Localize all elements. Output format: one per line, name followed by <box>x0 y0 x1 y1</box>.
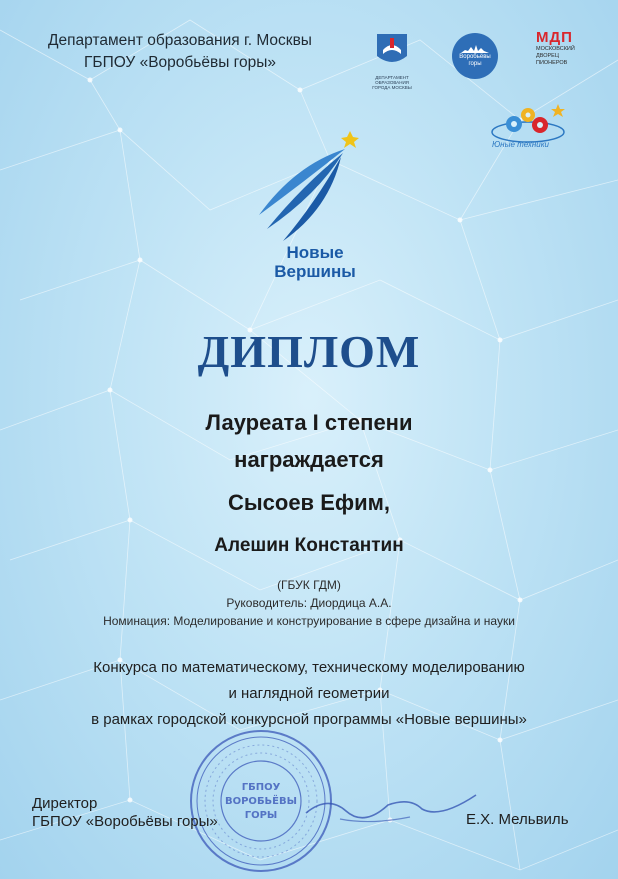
moscow-palace-pioneers-logo <box>536 30 590 67</box>
organization-name: (ГБУК ГДМ) <box>277 578 341 592</box>
new-peaks-logo <box>225 125 395 290</box>
new-peaks-title: Новые Вершины <box>274 243 356 281</box>
awarded-text: награждается <box>234 447 384 472</box>
department-logo-caption: ДЕПАРТАМЕНТ ОБРАЗОВАНИЯ ГОРОДА МОСКВЫ <box>372 75 412 90</box>
vorobyovy-gory-logo: Воробьёвы горы <box>452 33 498 79</box>
mdp-mark: МДП <box>536 29 573 46</box>
signer-school: ГБПОУ «Воробьёвы горы» <box>32 813 218 830</box>
header-department: Департамент образования г. Москвы <box>48 32 312 49</box>
signature-icon <box>300 775 480 835</box>
recipient-name-2: Алешин Константин <box>214 535 404 556</box>
header-school: ГБПОУ «Воробьёвы горы» <box>84 54 276 71</box>
signer-position: Директор <box>32 795 98 812</box>
laureate-degree: Лауреата I степени <box>205 410 413 435</box>
comet-icon <box>225 125 395 245</box>
gears-icon <box>488 100 570 144</box>
contest-description: Конкурса по математическому, техническому моделированию и наглядной геометрии в рамках городской конкурсной программы «Новые вершины» <box>91 659 527 728</box>
department-logo <box>366 32 418 90</box>
department-emblem-icon <box>375 32 409 68</box>
header-organization <box>20 30 340 74</box>
signer-name: Е.Х. Мельвиль <box>466 811 569 828</box>
skyline-icon <box>460 44 490 54</box>
young-technicians-caption: Юные техники <box>492 140 549 149</box>
stamp-line-1: ГБПОУ <box>241 782 281 793</box>
young-technicians-logo <box>488 100 570 154</box>
recipient-name-1: Сысоев Ефим, <box>227 490 391 515</box>
signer-role <box>32 795 218 831</box>
stamp-line-2: ВОРОБЬЁВЫ <box>224 796 298 807</box>
mdp-caption: МОСКОВСКИЙ ДВОРЕЦ ПИОНЕРОВ <box>536 46 575 66</box>
supervisor-line: Руководитель: Диордица А.А. <box>226 596 392 610</box>
diploma-title: ДИПЛОМ <box>197 326 421 377</box>
stamp-line-3: ГОРЫ <box>244 810 278 821</box>
nomination-line: Номинация: Моделирование и конструирование в сфере дизайна и науки <box>103 614 515 628</box>
